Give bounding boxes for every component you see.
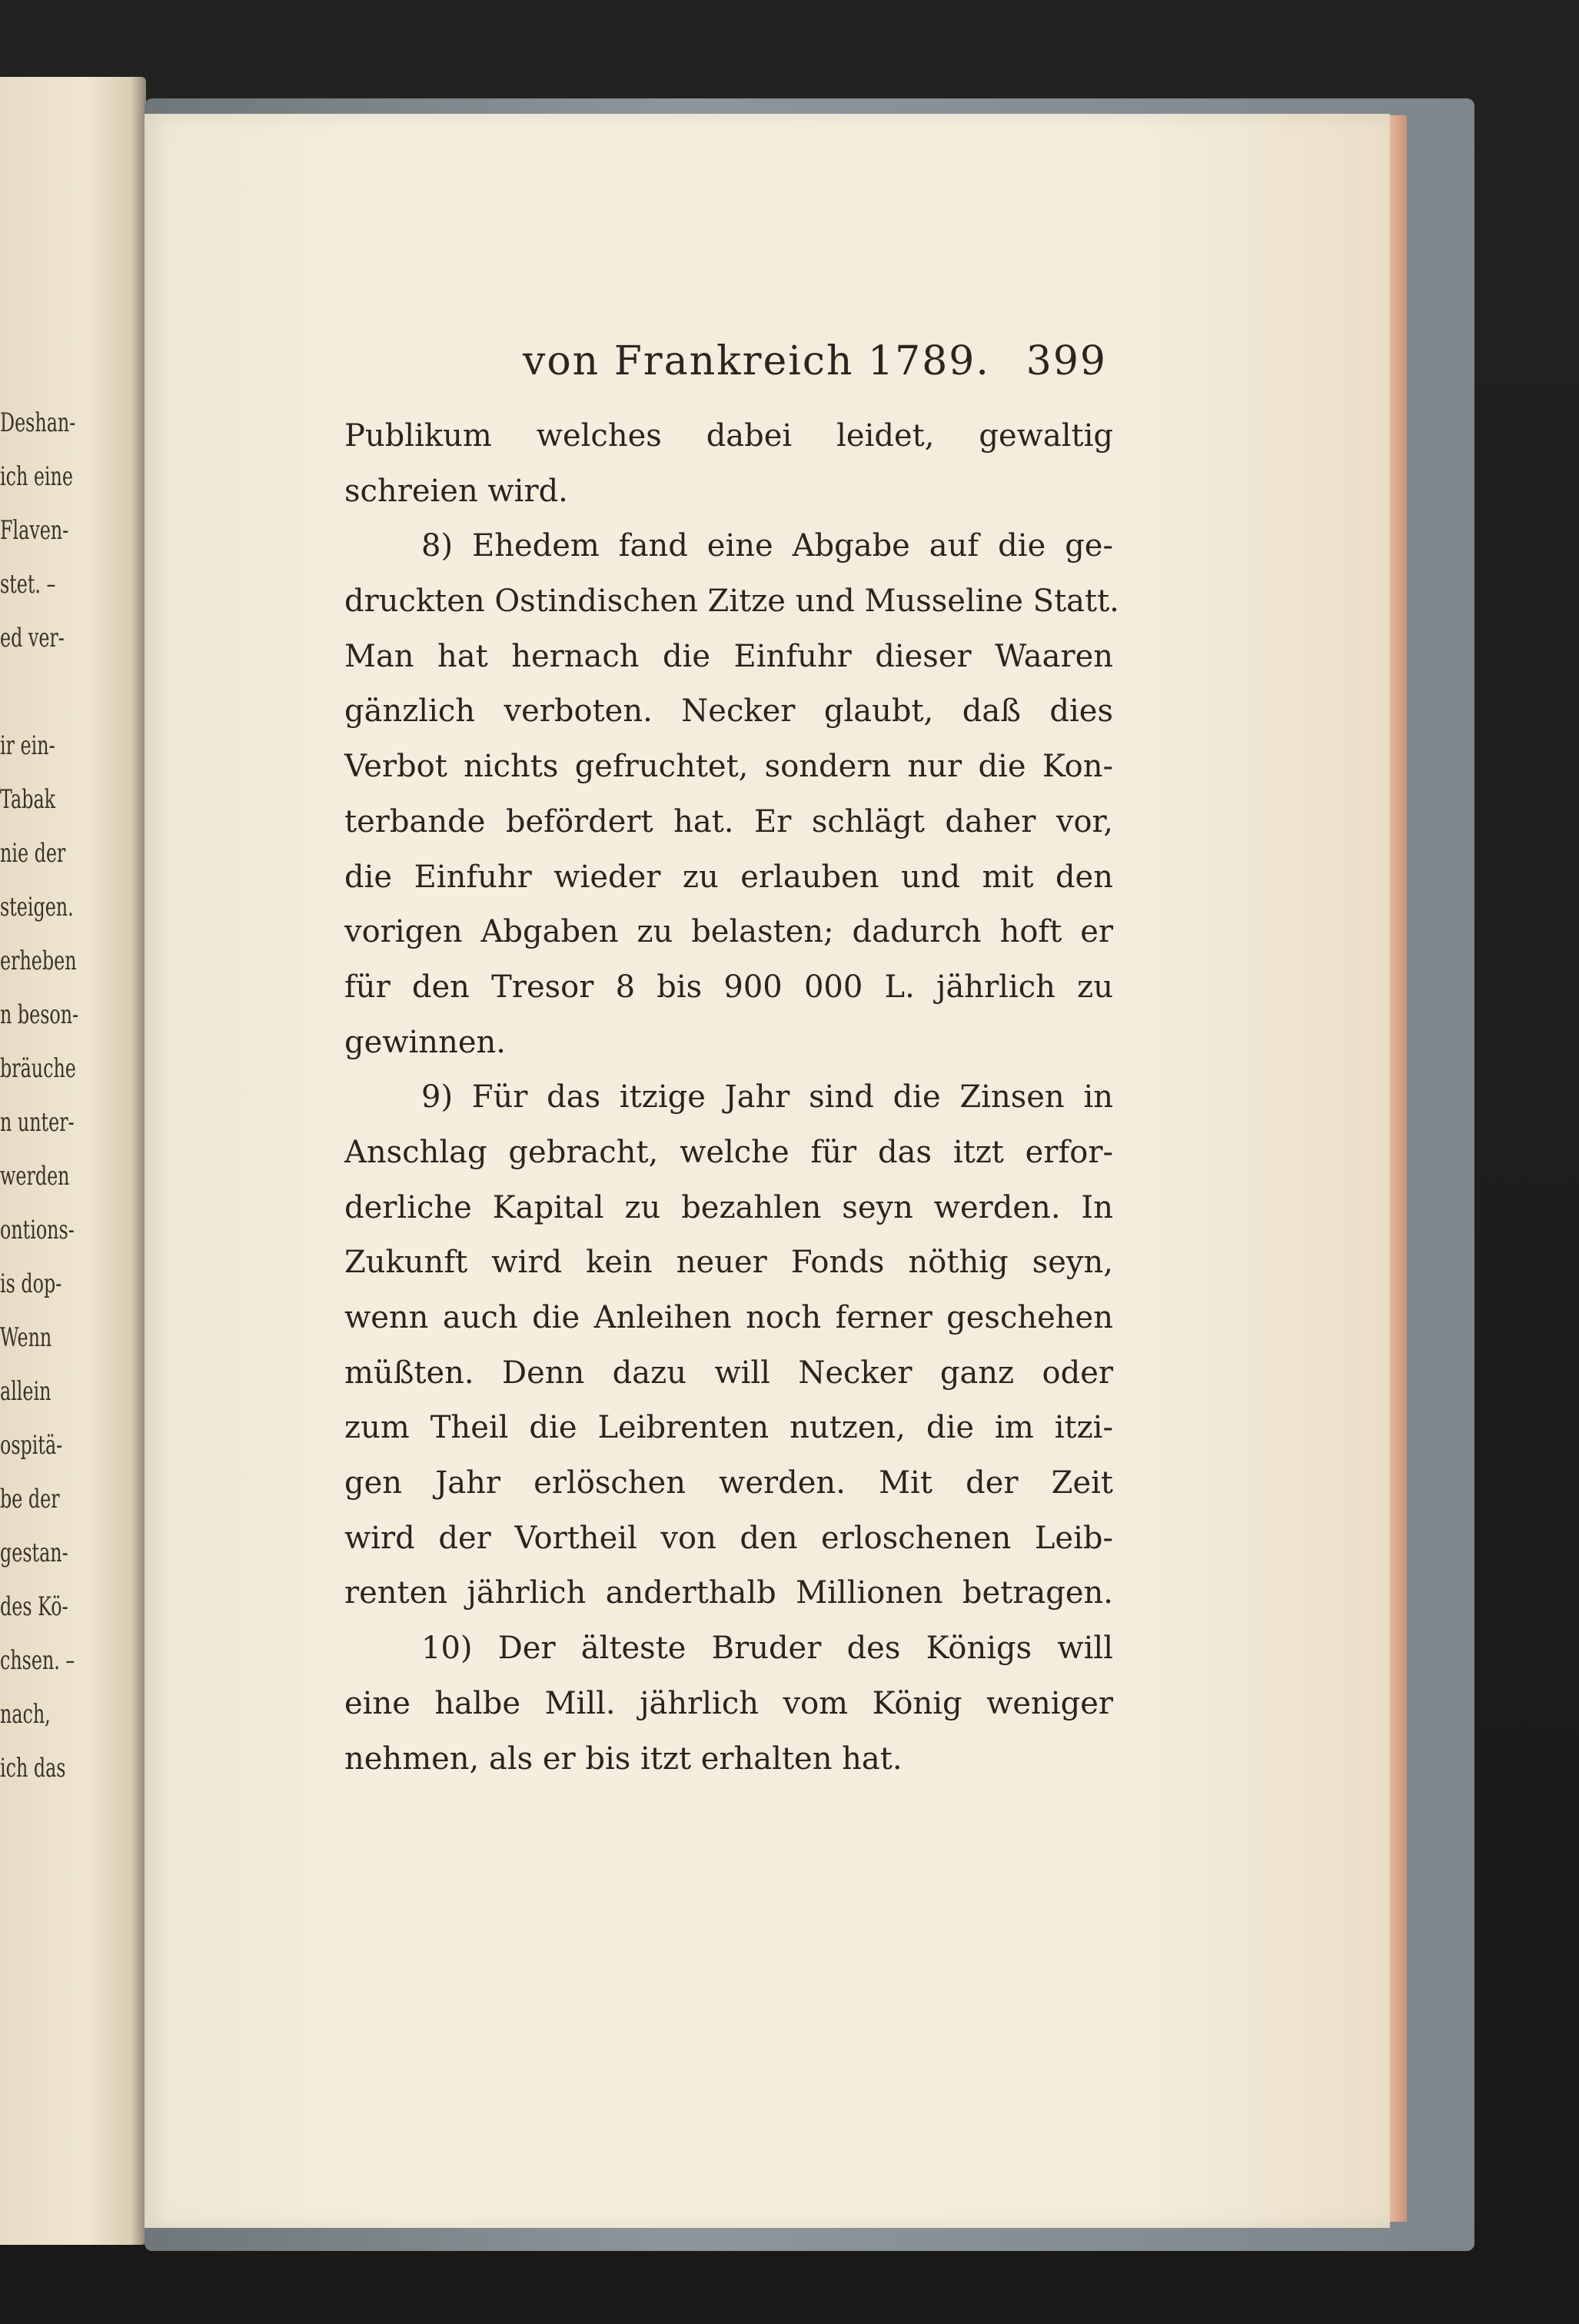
- text-line: wird der Vortheil von den erloschenen Leib-: [344, 1520, 1113, 1556]
- text-line: nehmen, als er bis itzt erhalten hat.: [344, 1741, 903, 1777]
- text-line: die Einfuhr wieder zu erlauben und mit den: [344, 859, 1113, 895]
- left-fragment: Deshan-: [0, 407, 76, 438]
- running-head: [523, 338, 1107, 392]
- text-line: Anschlag gebracht, welche für das itzt erfor-: [344, 1134, 1113, 1170]
- text-line: gen Jahr erlöschen werden. Mit der Zeit: [344, 1465, 1113, 1501]
- text-line: müßten. Denn dazu will Necker ganz oder: [344, 1355, 1113, 1391]
- text-line: Zukunft wird kein neuer Fonds nöthig seyn,: [344, 1245, 1113, 1281]
- text-line: vorigen Abgaben zu belasten; dadurch hoft er: [344, 914, 1113, 950]
- left-fragment: ospitä-: [0, 1430, 63, 1461]
- left-fragment: Tabak: [0, 784, 56, 815]
- body-text: [344, 409, 1119, 1787]
- left-fragment: n beson-: [0, 999, 79, 1030]
- text-line: druckten Ostindischen Zitze und Musseline Statt.: [344, 583, 1119, 620]
- left-fragment: werden: [0, 1161, 70, 1192]
- left-fragment: is dop-: [0, 1268, 62, 1299]
- text-line: zum Theil die Leibrenten nutzen, die im itzi-: [344, 1410, 1113, 1446]
- left-fragment: ed ver-: [0, 623, 65, 653]
- left-fragment: be der: [0, 1484, 60, 1514]
- left-fragment: allein: [0, 1376, 52, 1407]
- text-line: eine halbe Mill. jährlich vom König weniger: [344, 1685, 1113, 1721]
- text-line: terbande befördert hat. Er schlägt daher vor,: [344, 803, 1113, 839]
- left-fragment: bräuche: [0, 1053, 76, 1084]
- left-fragment: steigen.: [0, 892, 74, 923]
- left-fragment: ich eine: [0, 461, 73, 492]
- running-head-title: von Frankreich 1789.: [523, 338, 990, 384]
- left-fragment: n unter-: [0, 1107, 75, 1138]
- left-fragment: stet. –: [0, 569, 56, 600]
- left-facing-page: [0, 77, 146, 2245]
- left-fragment: des Kö-: [0, 1591, 68, 1622]
- text-line: gänzlich verboten. Necker glaubt, daß dies: [344, 693, 1113, 730]
- text-line: Man hat hernach die Einfuhr dieser Waaren: [344, 638, 1113, 674]
- left-fragment: erheben: [0, 946, 77, 976]
- left-fragment: Wenn: [0, 1322, 52, 1353]
- text-line: 8) Ehedem fand eine Abgabe auf die ge-: [421, 528, 1113, 564]
- left-fragment: Flaven-: [0, 515, 69, 546]
- left-fragment: nie der: [0, 838, 66, 869]
- left-fragment: nach,: [0, 1699, 51, 1730]
- left-fragment: ir ein-: [0, 730, 55, 761]
- text-line: wenn auch die Anleihen noch ferner geschehen: [344, 1300, 1113, 1335]
- left-fragment: ontions-: [0, 1215, 75, 1245]
- text-line: 10) Der älteste Bruder des Königs will: [421, 1631, 1113, 1667]
- page-number: 399: [1026, 338, 1107, 384]
- text-line: Publikum welches dabei leidet, gewaltig: [344, 418, 1113, 454]
- text-line: renten jährlich anderthalb Millionen betragen.: [344, 1575, 1113, 1611]
- text-line: 9) Für das itzige Jahr sind die Zinsen in: [421, 1079, 1113, 1115]
- left-fragment: gestan-: [0, 1538, 68, 1568]
- text-line: schreien wird.: [344, 473, 568, 509]
- left-fragment: chsen. –: [0, 1645, 75, 1676]
- text-line: Verbot nichts gefruchtet, sondern nur die Kon-: [344, 749, 1113, 785]
- text-line: derliche Kapital zu bezahlen seyn werden. In: [344, 1189, 1113, 1225]
- text-line: für den Tresor 8 bis 900 000 L. jährlich zu: [344, 969, 1113, 1005]
- left-fragment: ich das: [0, 1753, 66, 1784]
- text-line: gewinnen.: [344, 1024, 506, 1060]
